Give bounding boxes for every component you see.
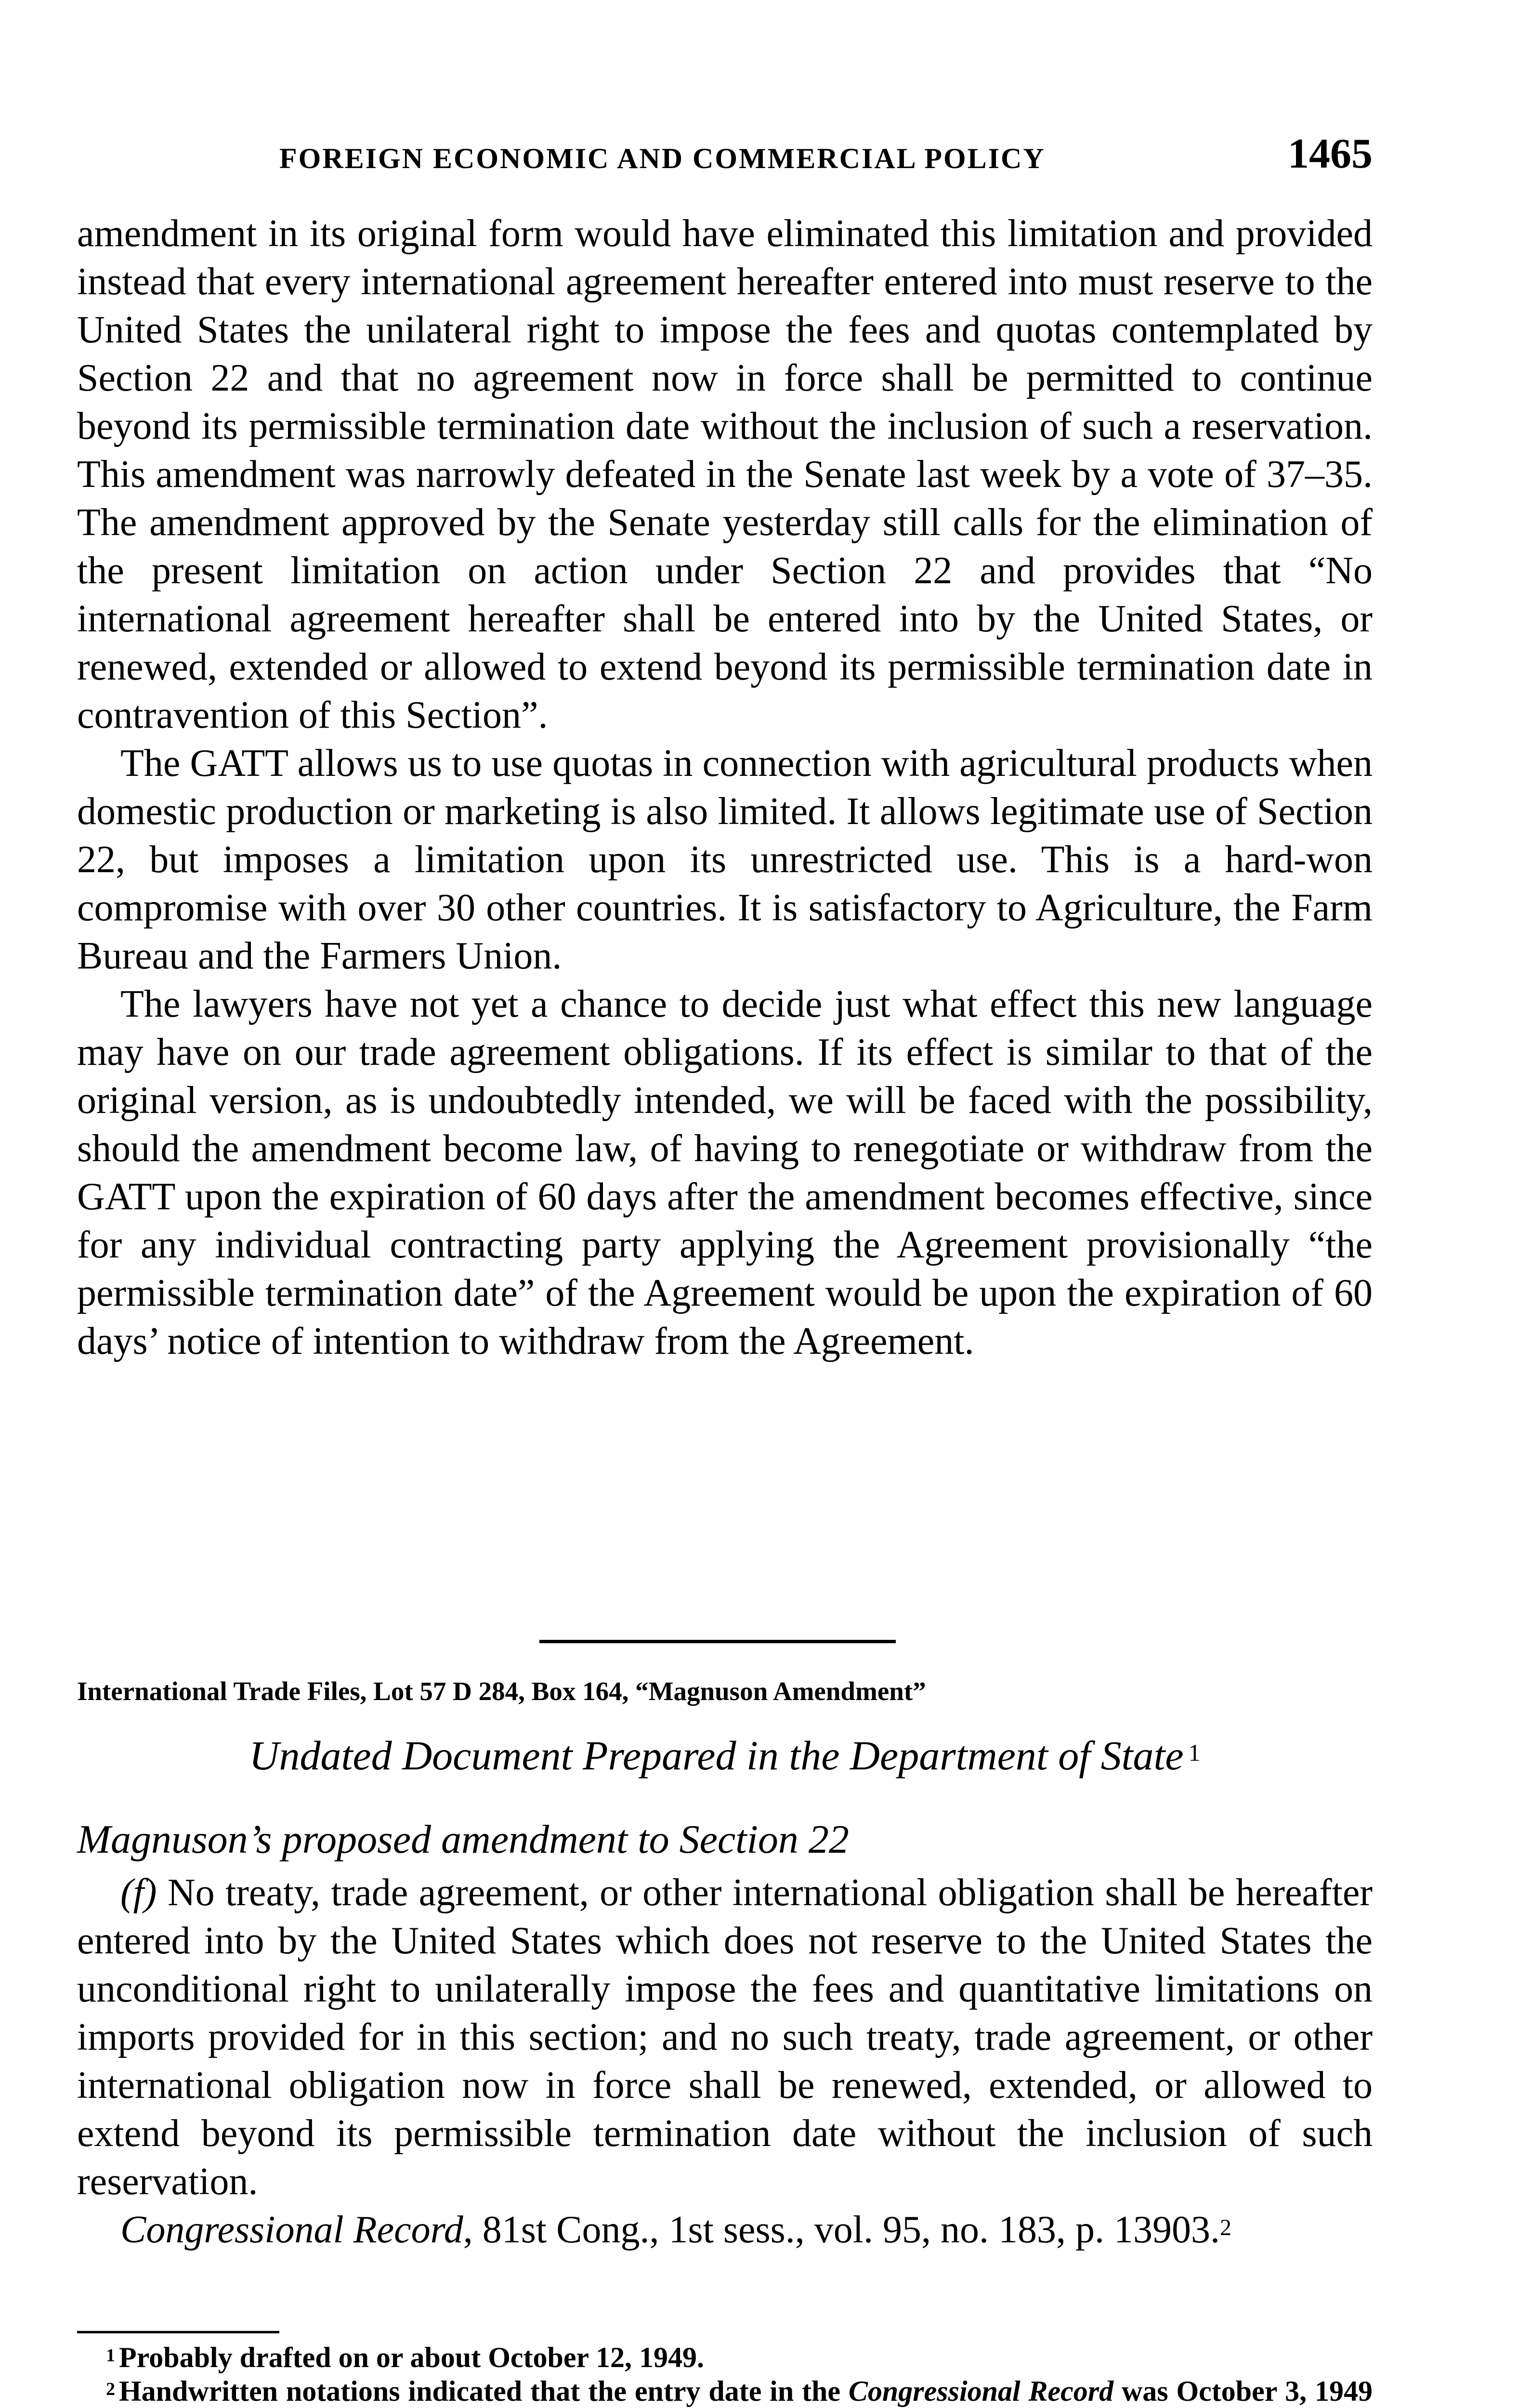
footnote-text-italic: Congressional Record <box>848 2375 1114 2407</box>
footnote-number: 2 <box>106 2379 115 2399</box>
footnote-marker: 1 <box>1188 1739 1201 1766</box>
amendment-clause <box>77 1869 1373 2206</box>
running-header <box>77 123 1373 176</box>
footnote-number: 1 <box>106 2345 115 2366</box>
body-paragraph: amendment in its original form would have eliminated this limitation and provided instead that every international agreement hereafter entered into must reserve to the United States the unilateral right to impose the fees and quotas contemplated by Section 22 and that no agreement now in force shall be permitted to continue beyond its permissible termination date without the inclusion of such a reservation. This amendment was narrowly defeated in the Senate last week by a vote of 37–35. The amendment approved by the Senate yesterday still calls for the elimination of the present limitation on action under Section 22 and provides that “No international agreement hereafter shall be entered into by the United States, or renewed, extended or allowed to extend beyond its permissible termination date in contravention of this Section”. <box>77 212 1373 736</box>
document-title-text: Undated Document Prepared in the Department of State <box>249 1732 1184 1779</box>
citation-title: Congressional Record <box>120 2209 463 2251</box>
footnote-text: was October 3, 1949 <box>1121 2375 1373 2407</box>
footnote <box>77 2341 1373 2374</box>
document-title <box>77 1729 1373 1782</box>
amendment-body <box>77 1869 1373 2254</box>
footnote-text: Probably drafted on or about October 12, 1949. <box>119 2342 705 2373</box>
footnote-marker: 2 <box>1220 2215 1232 2240</box>
running-title: FOREIGN ECONOMIC AND COMMERCIAL POLICY <box>279 143 1046 174</box>
footnotes <box>77 2341 1373 2408</box>
memo-body <box>77 209 1373 1365</box>
footnote-divider <box>77 2331 279 2333</box>
citation-details: , 81st Cong., 1st sess., vol. 95, no. 183, p. 13903. <box>463 2209 1220 2251</box>
page-number: 1465 <box>1288 131 1373 177</box>
clause-text: No treaty, trade agreement, or other international obligation shall be hereafter entered into by the United States which does not reserve to the United States the unconditional right to unilaterally impose the fees and quantitative limitations on imports provided for in this section; and no such treaty, trade agreement, or other international obligation now in force shall be renewed, extended, or allowed to extend beyond its permissible termination date without the inclusion of such reservation. <box>77 1871 1373 2203</box>
amendment-heading: Magnuson’s proposed amendment to Section 22 <box>77 1817 849 1862</box>
section-divider <box>539 1640 896 1643</box>
footnote <box>77 2374 1373 2408</box>
clause-label: (f) <box>120 1871 157 1914</box>
footnote-text: Handwritten notations indicated that the entry date in the <box>119 2375 849 2407</box>
body-paragraph: The GATT allows us to use quotas in connection with agricultural products when domestic production or marketing is also limited. It allows legitimate use of Section 22, but imposes a limitation upon its unrestricted use. This is a hard-won compromise with over 30 other countries. It is satisfactory to Agriculture, the Farm Bureau and the Farmers Union. <box>77 742 1373 977</box>
record-citation <box>77 2206 1373 2254</box>
source-citation: International Trade Files, Lot 57 D 284, Box 164, “Magnuson Amendment” <box>77 1676 926 1706</box>
body-paragraph: The lawyers have not yet a chance to decide just what effect this new language may have on our trade agreement obligations. If its effect is similar to that of the original version, as is undoubtedly intended, we will be faced with the possibility, should the amendment become law, of having to renegotiate or withdraw from the GATT upon the expiration of 60 days after the amendment becomes effective, since for any individual contracting party applying the Agreement provisionally “the permissible termination date” of the Agreement would be upon the expiration of 60 days’ notice of intention to withdraw from the Agreement. <box>77 983 1373 1362</box>
